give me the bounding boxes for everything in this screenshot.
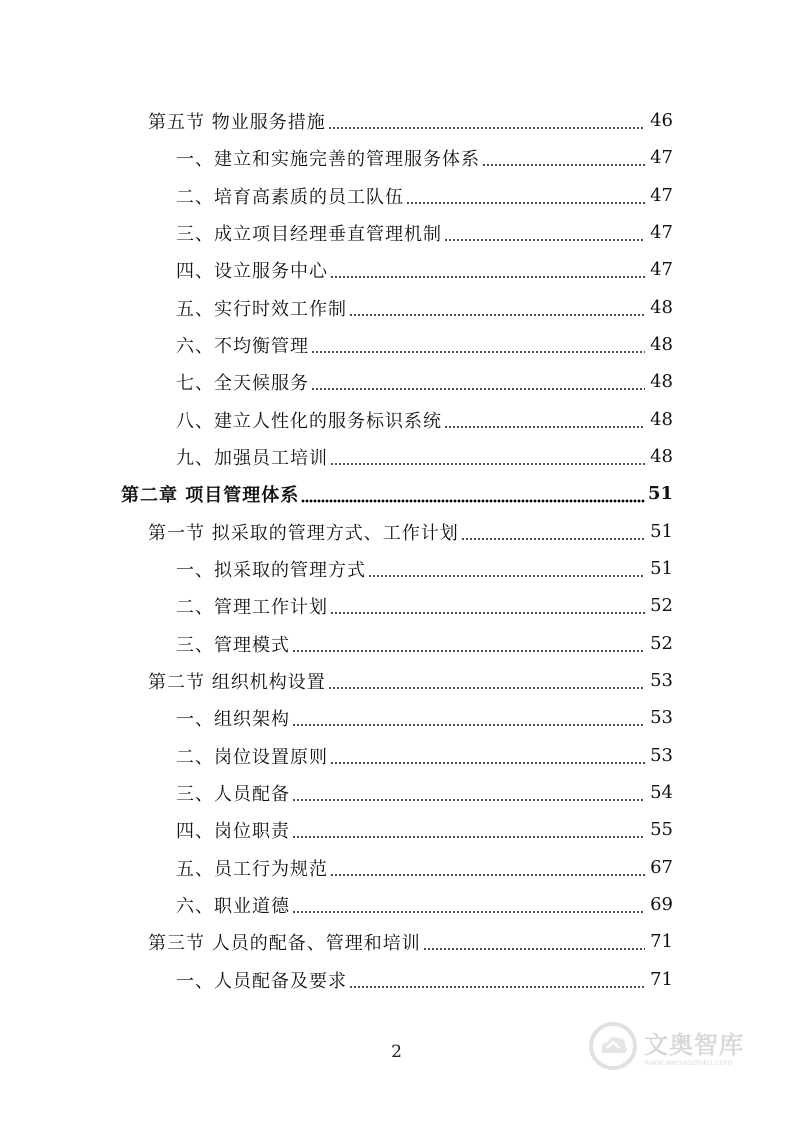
toc-entry-label: 七、全天候服务 — [176, 372, 309, 394]
toc-entry-label: 第一节 拟采取的管理方式、工作计划 — [148, 522, 459, 544]
cloud-logo-icon — [588, 1021, 638, 1071]
toc-entry[interactable] — [0, 849, 793, 886]
dot-leader — [349, 299, 645, 317]
toc-entry[interactable] — [0, 214, 793, 251]
toc-entry-page: 48 — [650, 409, 673, 430]
dot-leader — [368, 560, 645, 578]
toc-entry-label: 四、岗位职责 — [176, 820, 290, 842]
dot-leader — [292, 821, 645, 839]
toc-entry[interactable] — [0, 401, 793, 438]
toc-entry-label: 二、培育高素质的员工队伍 — [176, 186, 404, 208]
page-number: 2 — [391, 1042, 402, 1062]
toc-entry[interactable] — [0, 102, 793, 139]
toc-entry-page: 71 — [650, 969, 673, 990]
toc-entry-page: 51 — [650, 558, 673, 579]
toc-entry-label: 第五节 物业服务措施 — [148, 111, 326, 133]
toc-entry-page: 54 — [650, 782, 673, 803]
toc-entry[interactable] — [0, 699, 793, 736]
toc-entry-page: 51 — [647, 483, 673, 504]
watermark-url: www.wenaozhiku.com — [644, 1058, 733, 1067]
dot-leader — [330, 261, 645, 279]
toc-entry-label: 一、建立和实施完善的管理服务体系 — [176, 148, 480, 170]
dot-leader — [330, 597, 645, 615]
toc-entry-label: 二、管理工作计划 — [176, 596, 328, 618]
dot-leader — [311, 336, 645, 354]
toc-entry-page: 48 — [650, 371, 673, 392]
toc-entry-page: 48 — [650, 334, 673, 355]
toc-entry[interactable] — [0, 475, 793, 512]
watermark-text — [644, 1025, 744, 1067]
toc-entry-label: 九、加强员工培训 — [176, 447, 328, 469]
toc-entry-label: 一、组织架构 — [176, 708, 290, 730]
toc-entry-page: 51 — [650, 521, 673, 542]
toc-entry[interactable] — [0, 923, 793, 960]
dot-leader — [292, 709, 645, 727]
toc-entry-page: 52 — [650, 595, 673, 616]
dot-leader — [349, 971, 645, 989]
toc-entry-page: 53 — [650, 707, 673, 728]
watermark — [588, 1018, 744, 1074]
toc-entry-label: 五、员工行为规范 — [176, 858, 328, 880]
toc-entry-page: 46 — [650, 110, 673, 131]
toc-entry-label: 六、职业道德 — [176, 895, 290, 917]
dot-leader — [406, 187, 645, 205]
toc-entry[interactable] — [0, 961, 793, 998]
toc-entry[interactable] — [0, 811, 793, 848]
dot-leader — [292, 784, 645, 802]
toc-entry-page: 47 — [650, 259, 673, 280]
dot-leader — [461, 523, 645, 541]
toc-entry-page: 67 — [650, 857, 673, 878]
toc-entry-page: 48 — [650, 446, 673, 467]
toc-entry-label: 四、设立服务中心 — [176, 260, 328, 282]
toc-entry[interactable] — [0, 438, 793, 475]
toc-entry[interactable] — [0, 251, 793, 288]
toc-entry[interactable] — [0, 625, 793, 662]
toc-entry-page: 47 — [650, 147, 673, 168]
toc-entry[interactable] — [0, 139, 793, 176]
toc-entry-page: 47 — [650, 222, 673, 243]
toc-entry-page: 71 — [650, 931, 673, 952]
toc-entry-label: 一、拟采取的管理方式 — [176, 559, 366, 581]
toc-entry-label: 一、人员配备及要求 — [176, 970, 347, 992]
toc-entry[interactable] — [0, 289, 793, 326]
toc-entry-page: 48 — [650, 297, 673, 318]
dot-leader — [330, 859, 645, 877]
toc-entry-page: 52 — [650, 633, 673, 654]
toc-entry-label: 第二章 项目管理体系 — [121, 484, 300, 506]
toc-entry[interactable] — [0, 177, 793, 214]
dot-leader — [328, 112, 645, 130]
dot-leader — [301, 485, 645, 503]
toc-entry-page: 69 — [650, 894, 673, 915]
dot-leader — [444, 224, 645, 242]
toc-entry-label: 三、管理模式 — [176, 634, 290, 656]
toc-entry-label: 三、成立项目经理垂直管理机制 — [176, 223, 442, 245]
toc-entry[interactable] — [0, 587, 793, 624]
toc-entry[interactable] — [0, 662, 793, 699]
dot-leader — [482, 149, 645, 167]
dot-leader — [330, 747, 645, 765]
toc-entry-label: 第二节 组织机构设置 — [148, 671, 326, 693]
watermark-name: 文奥智库 — [644, 1031, 744, 1059]
toc-entry-page: 53 — [650, 670, 673, 691]
toc-entry[interactable] — [0, 550, 793, 587]
dot-leader — [292, 896, 645, 914]
toc-entry[interactable] — [0, 513, 793, 550]
toc-entry-label: 八、建立人性化的服务标识系统 — [176, 410, 442, 432]
toc-entry-label: 二、岗位设置原则 — [176, 746, 328, 768]
toc-entry-label: 六、不均衡管理 — [176, 335, 309, 357]
toc-entry-page: 47 — [650, 185, 673, 206]
toc-entry[interactable] — [0, 886, 793, 923]
toc-entry-page: 55 — [650, 819, 673, 840]
toc-entry-label: 五、实行时效工作制 — [176, 298, 347, 320]
dot-leader — [292, 635, 645, 653]
toc-entry[interactable] — [0, 737, 793, 774]
dot-leader — [330, 448, 645, 466]
dot-leader — [444, 411, 645, 429]
toc-entry[interactable] — [0, 363, 793, 400]
dot-leader — [328, 672, 645, 690]
toc-entry-label: 三、人员配备 — [176, 783, 290, 805]
toc-entry[interactable] — [0, 774, 793, 811]
toc-entry-label: 第三节 人员的配备、管理和培训 — [148, 932, 421, 954]
toc-entry-page: 53 — [650, 745, 673, 766]
dot-leader — [423, 933, 645, 951]
dot-leader — [311, 373, 645, 391]
toc-entry[interactable] — [0, 326, 793, 363]
